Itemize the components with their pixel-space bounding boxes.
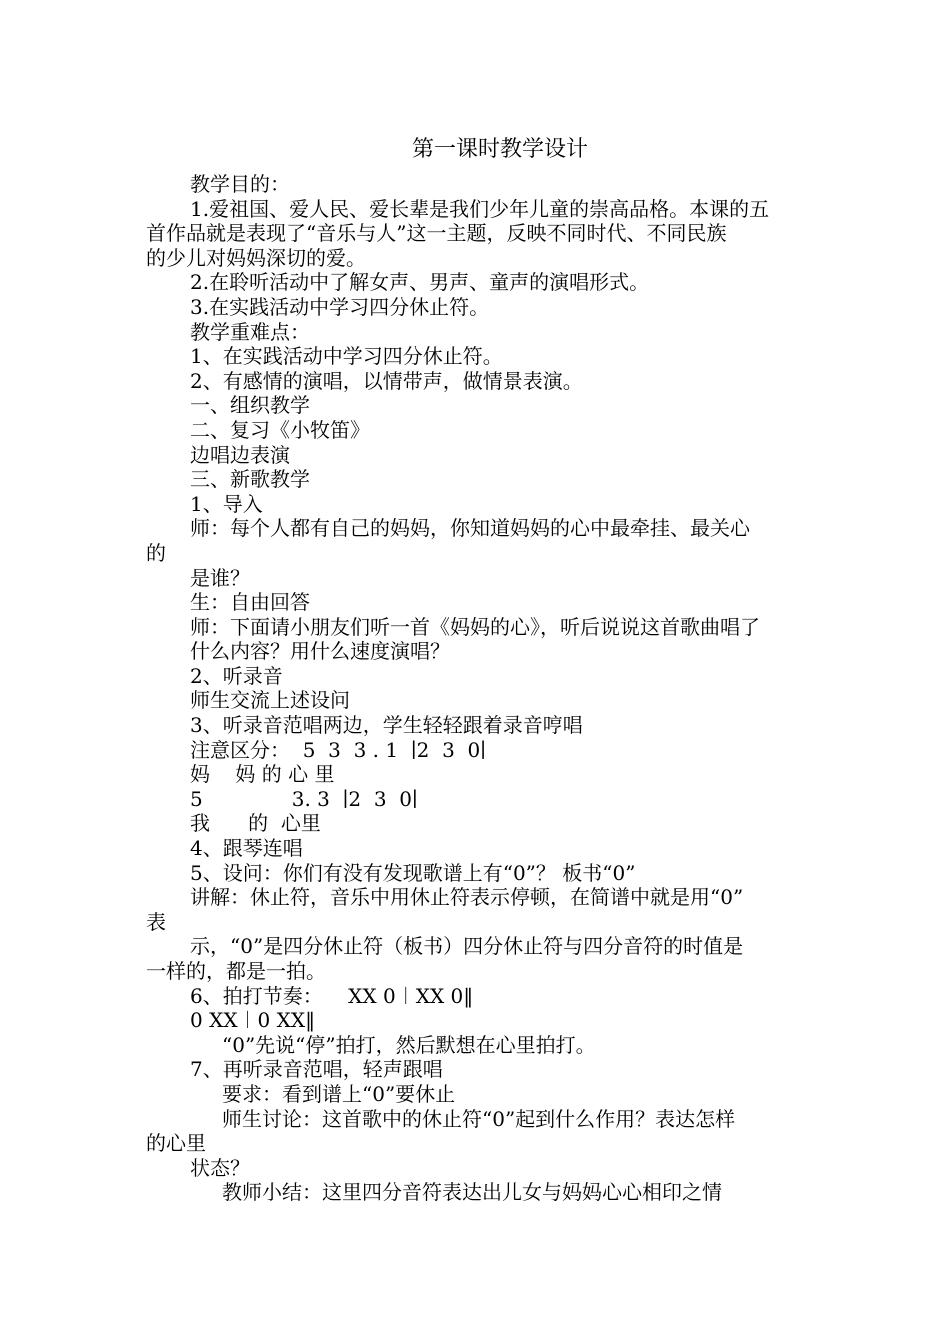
text-line: 师：下面请小朋友们听一首《妈妈的心》，听后说说这首歌曲唱了	[190, 614, 760, 639]
page-title: 第一课时教学设计	[411, 137, 588, 162]
text-line: 7、再听录音范唱，轻声跟唱	[190, 1057, 443, 1082]
text-line: 三、新歌教学	[190, 467, 310, 492]
text-line: 一、组织教学	[190, 393, 310, 418]
text-line: 2.在聆听活动中了解女声、男声、童声的演唱形式。	[190, 270, 650, 295]
text-line: 讲解：休止符，音乐中用休止符表示停顿，在简谱中就是用“0”	[190, 885, 744, 910]
document-page	[146, 132, 810, 1205]
text-line: 一样的，都是一拍。	[146, 959, 326, 983]
text-line: 3.在实践活动中学习四分休止符。	[190, 294, 490, 319]
text-line: 首作品就是表现了“音乐与人”这一主题，反映不同时代、不同民族	[146, 221, 727, 246]
text-line: 的少儿对妈妈深切的爱。	[146, 245, 366, 270]
document-body	[146, 172, 810, 1205]
text-line: 是谁？	[190, 565, 250, 590]
text-line: 5 3. 3 ∣2 3 0∣	[190, 786, 418, 811]
text-line: 1.爱祖国、爱人民、爱长辈是我们少年儿童的崇高品格。本课的五	[190, 196, 770, 221]
text-line: 示，“0”是四分休止符（板书）四分休止符与四分音符的时值是	[190, 934, 744, 959]
text-line: 师：每个人都有自己的妈妈，你知道妈妈的心中最牵挂、最关心	[190, 516, 750, 541]
text-line: 4、跟琴连唱	[190, 836, 303, 861]
text-line: 的心里	[146, 1131, 206, 1156]
text-line: 教师小结：这里四分音符表达出儿女与妈妈心心相印之情	[222, 1180, 722, 1205]
text-line: 师生讨论：这首歌中的休止符“0”起到什么作用？表达怎样	[222, 1106, 736, 1131]
text-line: 生：自由回答	[190, 590, 310, 615]
text-line: 边唱边表演	[190, 442, 290, 467]
text-line: 教学目的：	[190, 172, 290, 196]
text-line: “0”先说“停”拍打，然后默想在心里拍打。	[222, 1032, 596, 1057]
text-line: 二、复习《小牧笛》	[190, 417, 370, 442]
text-line: 妈 妈 的 心 里	[190, 762, 335, 787]
text-line: 要求：看到谱上“0”要休止	[222, 1081, 456, 1106]
text-line: 5、设问：你们有没有发现歌谱上有“0”？ 板书“0”	[190, 860, 636, 885]
text-line: 1、导入	[190, 491, 263, 516]
text-line: 1、在实践活动中学习四分休止符。	[190, 344, 503, 369]
text-line: 什么内容？用什么速度演唱？	[190, 639, 450, 664]
text-line: 的	[146, 540, 166, 565]
text-line: 2、有感情的演唱，以情带声，做情景表演。	[190, 368, 583, 393]
text-line: 6、拍打节奏： XX 0︱XX 0‖	[190, 983, 474, 1008]
text-line: 表	[146, 909, 166, 934]
text-line: 我 的 心里	[190, 811, 321, 836]
text-line: 教学重难点：	[190, 319, 310, 344]
text-line: 3、听录音范唱两边，学生轻轻跟着录音哼唱	[190, 713, 583, 738]
text-line: 2、听录音	[190, 663, 283, 688]
text-line: 师生交流上述设问	[190, 688, 350, 713]
text-line: 注意区分： 5 3 3 . 1 ∣2 3 0∣	[190, 737, 487, 762]
text-line: 状态？	[190, 1155, 250, 1180]
text-line: 0 XX︱0 XX‖	[190, 1008, 316, 1033]
